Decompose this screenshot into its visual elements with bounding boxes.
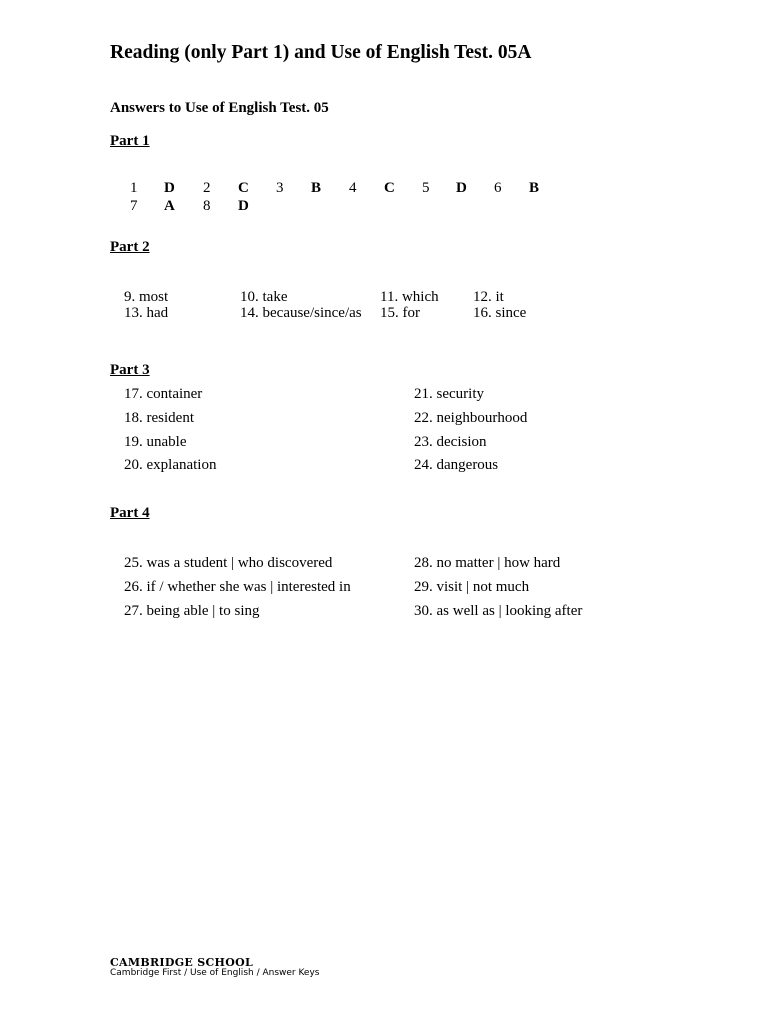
part3-answer: 20. explanation [124,457,217,473]
part1-q5-answer: D [456,180,467,196]
part1-q3-number: 3 [276,180,284,196]
part2-heading: Part 2 [110,239,150,255]
part1-q4-number: 4 [349,180,357,196]
part4-answer: 30. as well as | looking after [414,603,583,619]
part1-q6-answer: B [529,180,540,196]
part1-q1-answer: D [164,180,175,196]
part4-heading: Part 4 [110,505,150,521]
part2-answer: 13. had [124,305,169,321]
part1-q7-answer: A [164,198,175,214]
footer-school-name: CAMBRIDGE SCHOOL [110,956,253,969]
part1-q1-number: 1 [130,180,138,196]
part4-answer: 28. no matter | how hard [414,555,561,571]
part3-answer: 18. resident [124,410,194,426]
part4-answer: 29. visit | not much [414,579,530,595]
part2-answer: 16. since [473,305,527,321]
answers-subtitle: Answers to Use of English Test. 05 [110,100,329,116]
part1-q2-answer: C [238,180,249,196]
part3-heading: Part 3 [110,362,150,378]
part1-q2-number: 2 [203,180,211,196]
part3-answer: 21. security [414,386,484,402]
part1-q5-number: 5 [422,180,430,196]
part1-q3-answer: B [311,180,322,196]
part1-q7-number: 7 [130,198,138,214]
part1-q6-number: 6 [494,180,502,196]
part2-answer: 15. for [380,305,420,321]
part2-answer: 14. because/since/as [240,305,362,321]
part4-answer: 26. if / whether she was | interested in [124,579,351,595]
part3-answer: 17. container [124,386,203,402]
part1-q8-answer: D [238,198,249,214]
part2-answer: 10. take [240,289,288,305]
part3-answer: 22. neighbourhood [414,410,528,426]
part2-answer: 12. it [473,289,504,305]
document-title: Reading (only Part 1) and Use of English Test. 05A [110,42,532,63]
part3-answer: 23. decision [414,434,487,450]
part3-answer: 19. unable [124,434,187,450]
part2-answer: 9. most [124,289,169,305]
part1-heading: Part 1 [110,133,150,149]
footer-subtitle: Cambridge First / Use of English / Answer Keys [110,968,320,978]
part1-q8-number: 8 [203,198,211,214]
part2-answer: 11. which [380,289,439,305]
part3-answer: 24. dangerous [414,457,499,473]
part1-q4-answer: C [384,180,395,196]
part4-answer: 27. being able | to sing [124,603,260,619]
part4-answer: 25. was a student | who discovered [124,555,333,571]
